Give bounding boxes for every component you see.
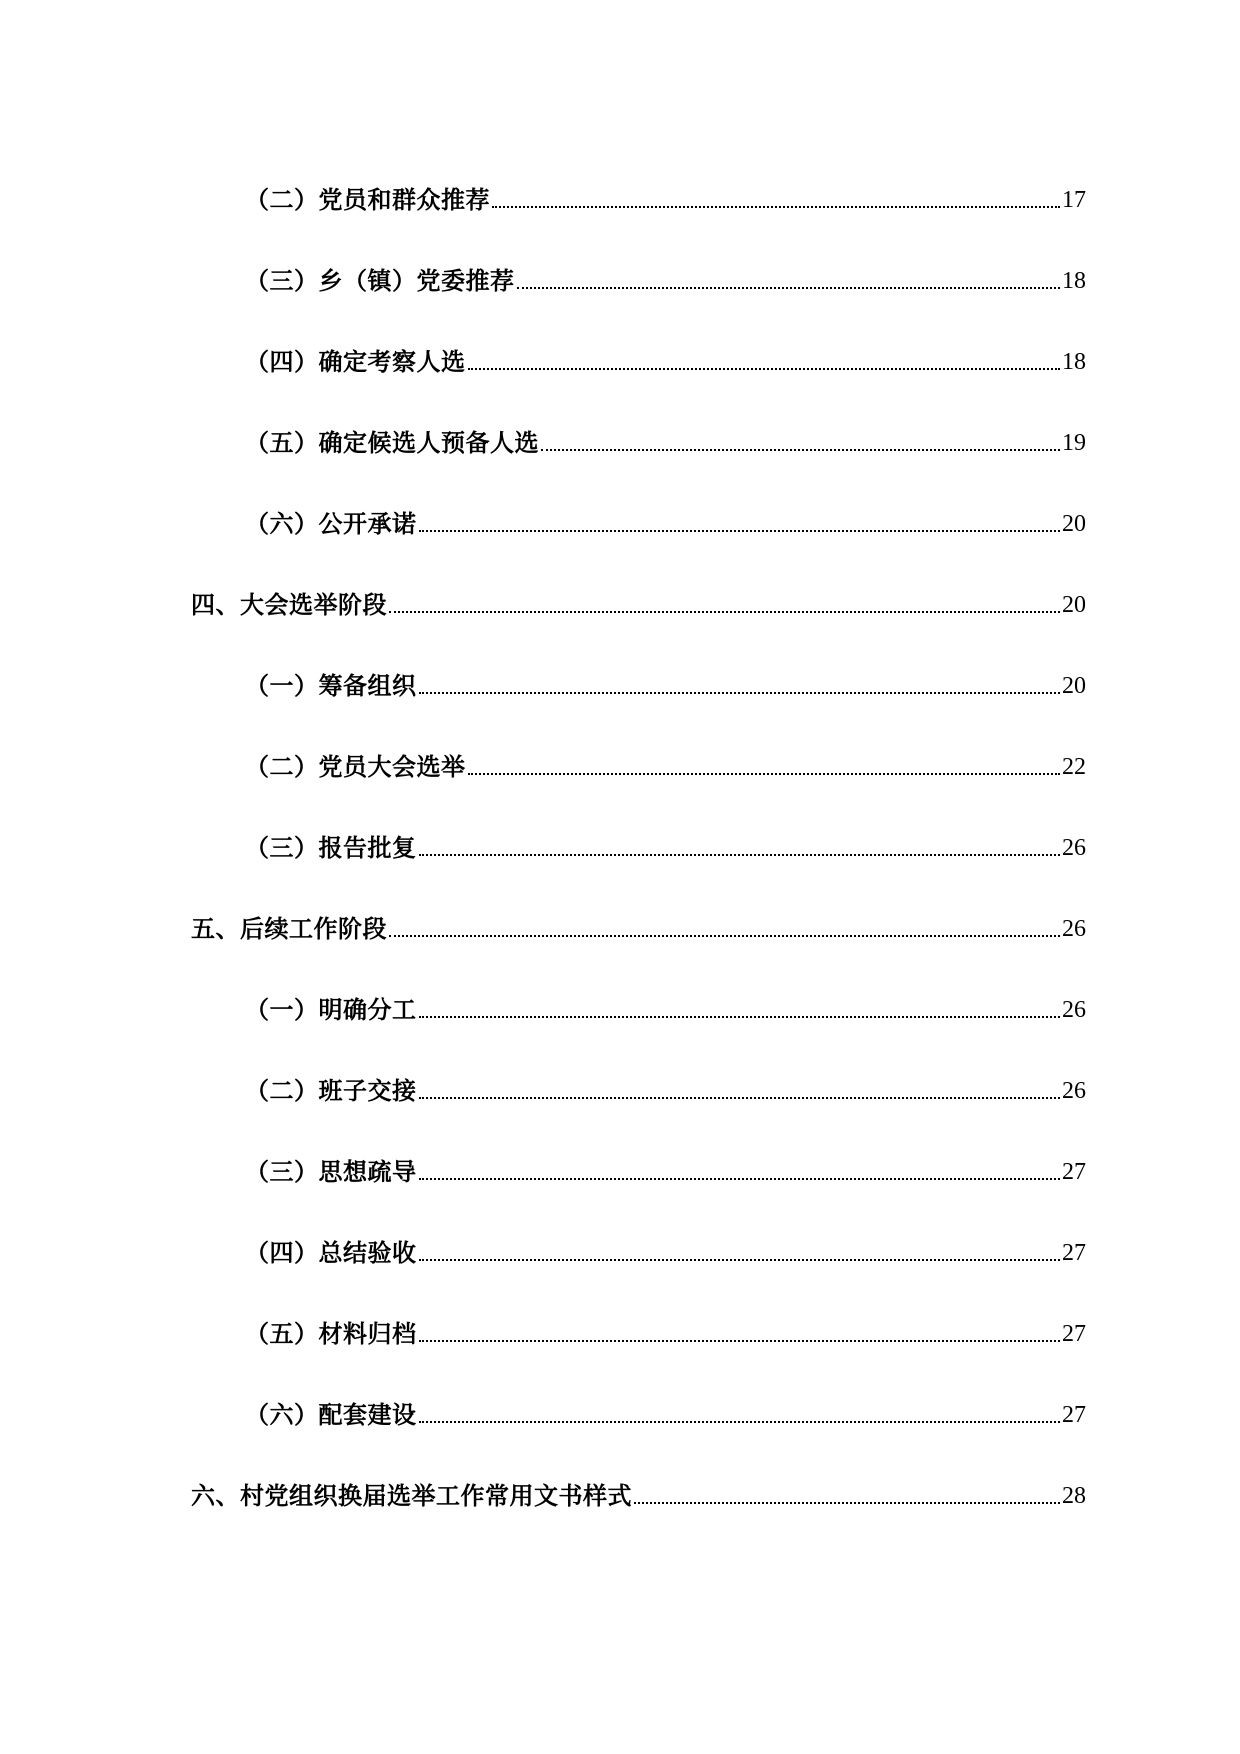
toc-entry-title: （三）乡（镇）党委推荐 bbox=[245, 267, 515, 295]
toc-entry-page-number: 18 bbox=[1062, 349, 1086, 375]
toc-entry-page-number: 22 bbox=[1062, 754, 1086, 780]
toc-entry-page-number: 26 bbox=[1062, 997, 1086, 1023]
toc-entry-title: 六、村党组织换届选举工作常用文书样式 bbox=[191, 1482, 632, 1510]
toc-entry-page-number: 27 bbox=[1062, 1240, 1086, 1266]
dot-leader bbox=[389, 611, 1060, 613]
toc-entry[interactable] bbox=[245, 337, 1086, 377]
toc-entry-title: （一）明确分工 bbox=[245, 996, 417, 1024]
toc-entry-title: （六）配套建设 bbox=[245, 1401, 417, 1429]
toc-entry-title: （二）党员和群众推荐 bbox=[245, 186, 490, 214]
toc-entry[interactable] bbox=[191, 580, 1086, 620]
dot-leader bbox=[492, 206, 1060, 208]
toc-entry-title: （一）筹备组织 bbox=[245, 672, 417, 700]
toc-entry-title: （四）确定考察人选 bbox=[245, 348, 466, 376]
toc-entry-title: 四、大会选举阶段 bbox=[191, 591, 387, 619]
toc-entry-page-number: 20 bbox=[1062, 592, 1086, 618]
toc-entry-page-number: 18 bbox=[1062, 268, 1086, 294]
dot-leader bbox=[419, 1097, 1061, 1099]
toc-entry[interactable] bbox=[191, 904, 1086, 944]
toc-entry-page-number: 28 bbox=[1062, 1483, 1086, 1509]
toc-entry-page-number: 26 bbox=[1062, 916, 1086, 942]
toc-entry[interactable] bbox=[245, 1390, 1086, 1430]
dot-leader bbox=[419, 1340, 1061, 1342]
toc-entry-page-number: 27 bbox=[1062, 1159, 1086, 1185]
dot-leader bbox=[468, 773, 1061, 775]
toc-entry[interactable] bbox=[245, 661, 1086, 701]
toc-entry-page-number: 20 bbox=[1062, 511, 1086, 537]
toc-entry-title: （三）报告批复 bbox=[245, 834, 417, 862]
toc-entry[interactable] bbox=[245, 256, 1086, 296]
toc-entry[interactable] bbox=[245, 985, 1086, 1025]
toc-entry[interactable] bbox=[245, 1228, 1086, 1268]
toc-entry-page-number: 20 bbox=[1062, 673, 1086, 699]
dot-leader bbox=[541, 449, 1060, 451]
dot-leader bbox=[419, 854, 1061, 856]
dot-leader bbox=[389, 935, 1060, 937]
toc-entry-page-number: 19 bbox=[1062, 430, 1086, 456]
toc-entry[interactable] bbox=[245, 499, 1086, 539]
dot-leader bbox=[419, 1016, 1061, 1018]
dot-leader bbox=[419, 1421, 1061, 1423]
toc-entry-title: （五）材料归档 bbox=[245, 1320, 417, 1348]
toc-entry-page-number: 26 bbox=[1062, 835, 1086, 861]
dot-leader bbox=[419, 692, 1061, 694]
dot-leader bbox=[419, 530, 1061, 532]
dot-leader bbox=[517, 287, 1061, 289]
dot-leader bbox=[419, 1178, 1061, 1180]
toc-entry-title: （四）总结验收 bbox=[245, 1239, 417, 1267]
toc-entry-page-number: 26 bbox=[1062, 1078, 1086, 1104]
toc-entry-title: （六）公开承诺 bbox=[245, 510, 417, 538]
toc-entry-page-number: 27 bbox=[1062, 1402, 1086, 1428]
toc-entry-title: （三）思想疏导 bbox=[245, 1158, 417, 1186]
toc-entry[interactable] bbox=[245, 418, 1086, 458]
toc-entry[interactable] bbox=[245, 1309, 1086, 1349]
toc-entry-page-number: 17 bbox=[1062, 187, 1086, 213]
toc-entry-title: （二）班子交接 bbox=[245, 1077, 417, 1105]
dot-leader bbox=[634, 1502, 1060, 1504]
dot-leader bbox=[419, 1259, 1061, 1261]
dot-leader bbox=[468, 368, 1061, 370]
toc-entry[interactable] bbox=[191, 1471, 1086, 1511]
toc-entry-title: （五）确定候选人预备人选 bbox=[245, 429, 539, 457]
toc-entry[interactable] bbox=[245, 742, 1086, 782]
toc-entry[interactable] bbox=[245, 1147, 1086, 1187]
toc-entry-title: （二）党员大会选举 bbox=[245, 753, 466, 781]
toc-entry-page-number: 27 bbox=[1062, 1321, 1086, 1347]
toc-entry[interactable] bbox=[245, 1066, 1086, 1106]
toc-entry[interactable] bbox=[245, 823, 1086, 863]
toc-entry-title: 五、后续工作阶段 bbox=[191, 915, 387, 943]
toc-entry[interactable] bbox=[245, 175, 1086, 215]
